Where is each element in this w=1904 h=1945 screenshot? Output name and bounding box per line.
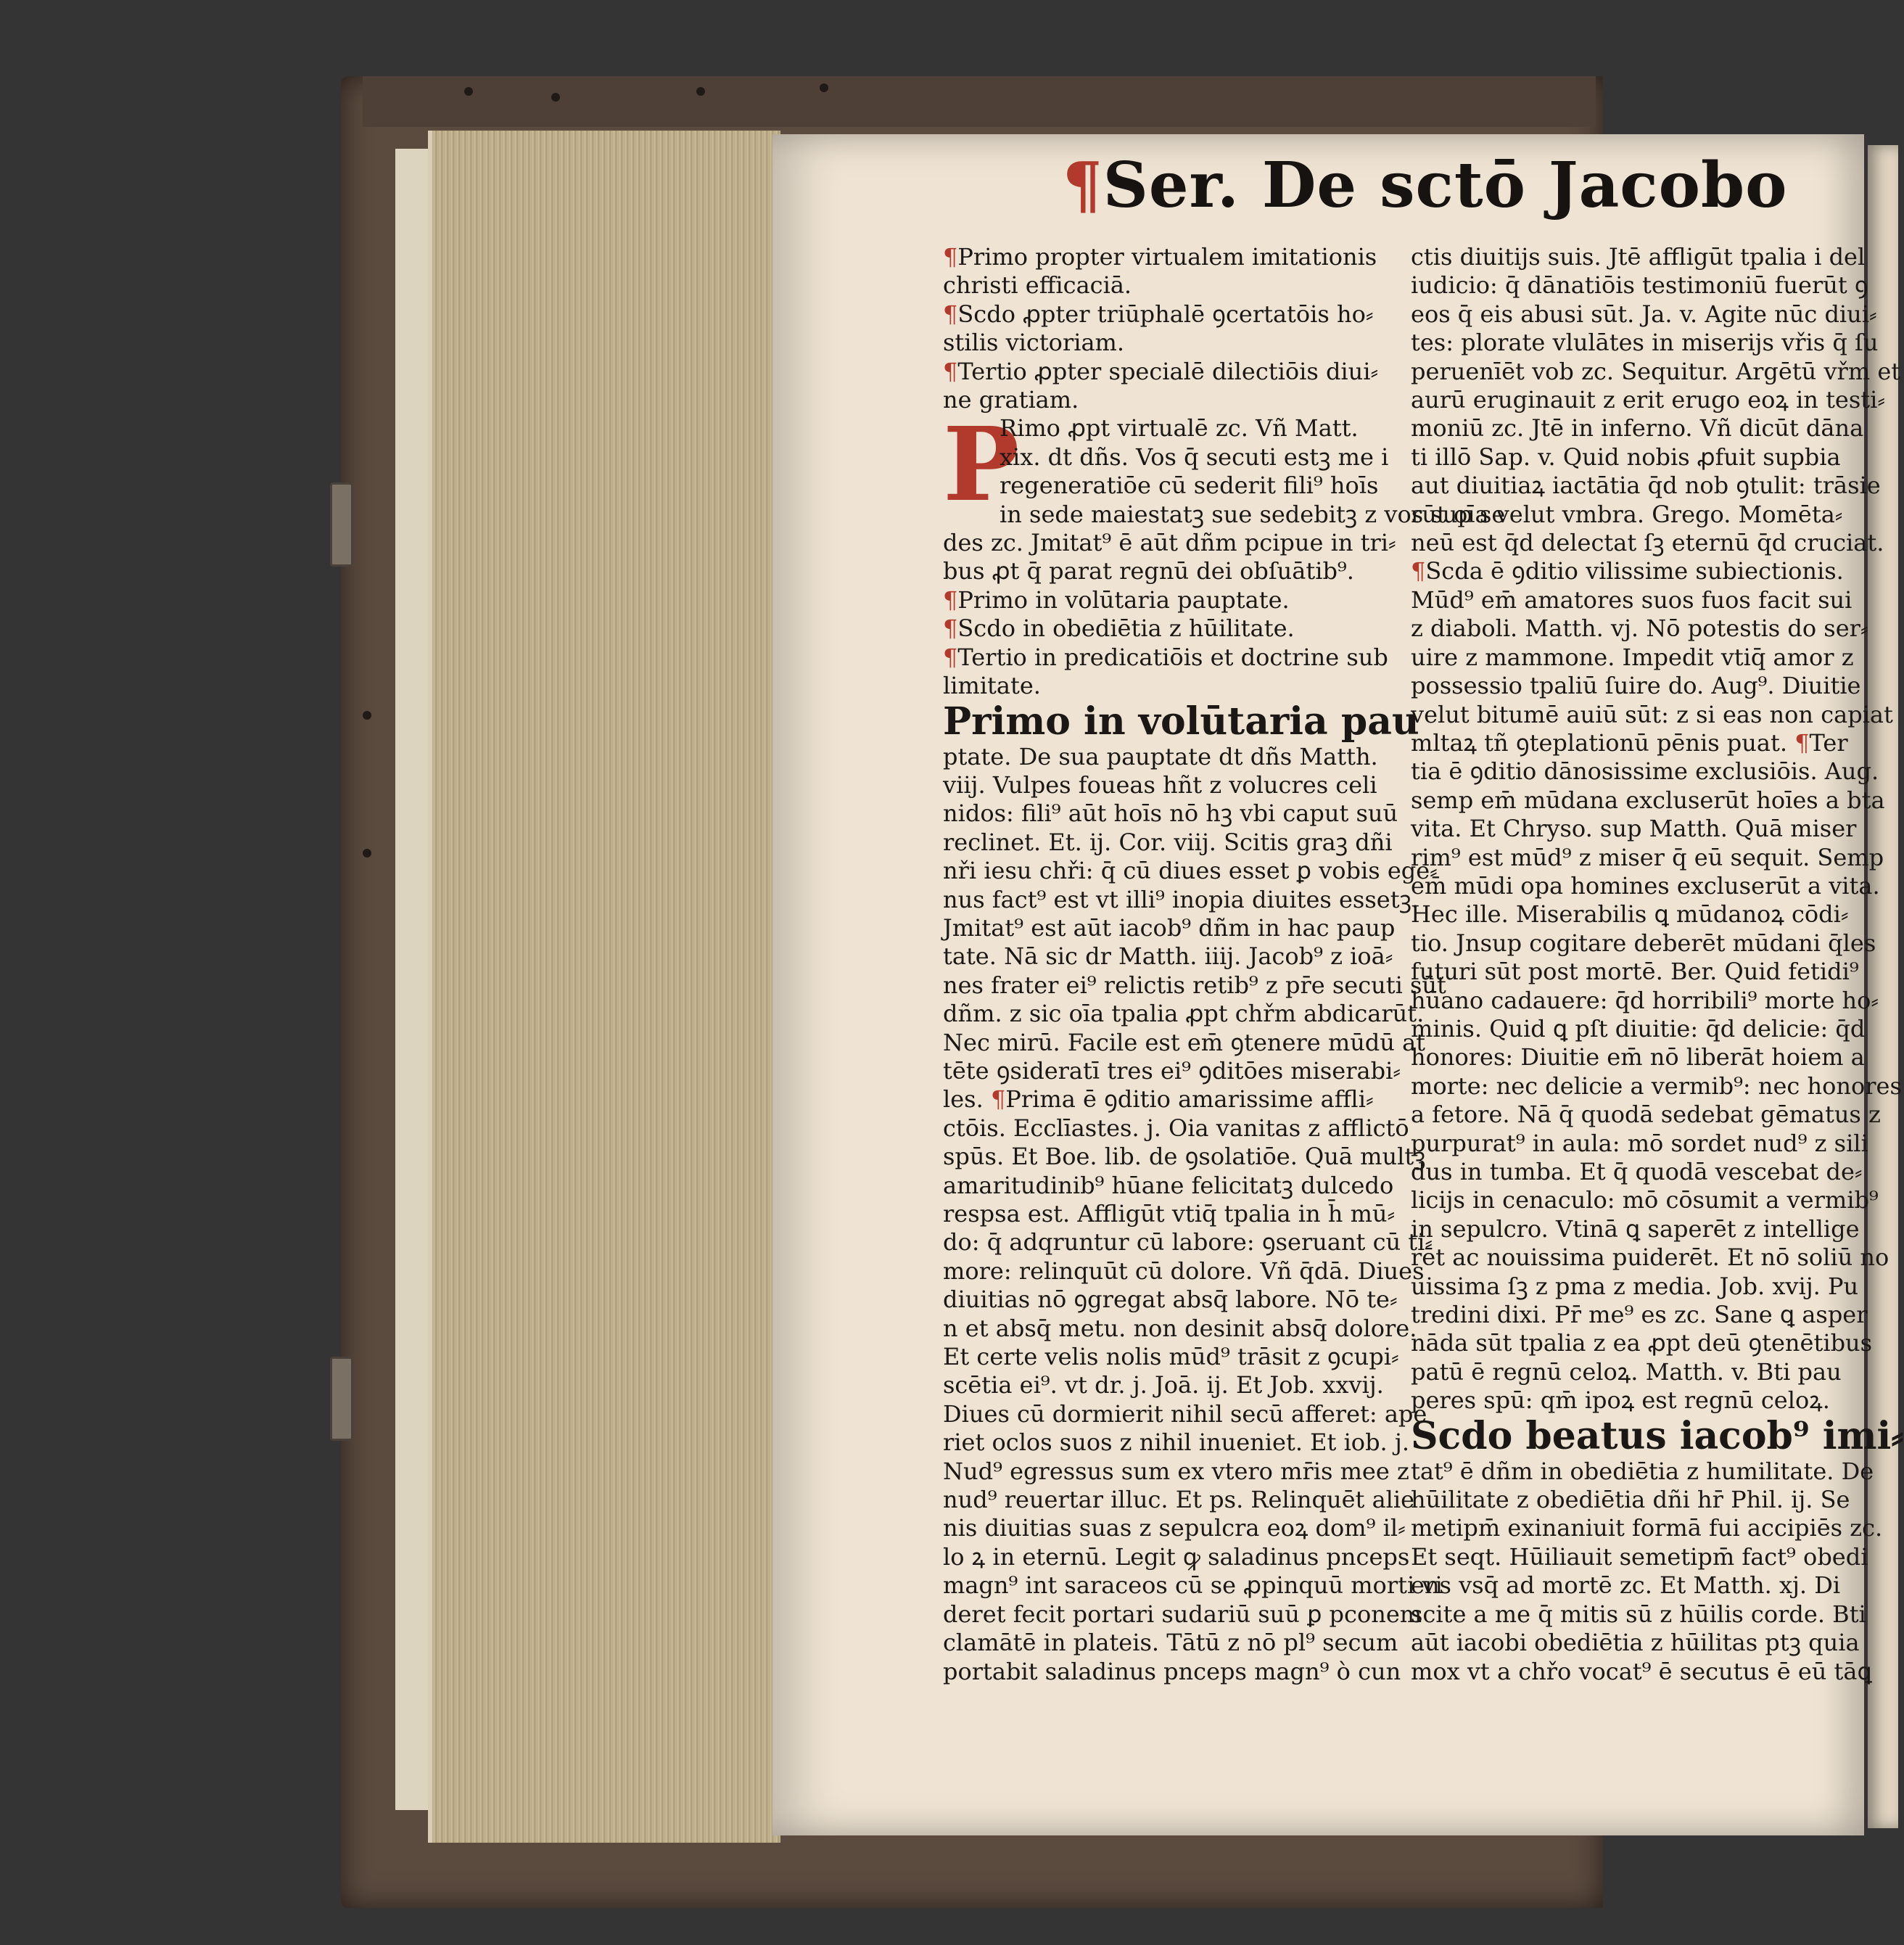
text-line: z diaboli. Matth. vj. Nō potestis do ser⸗ (1411, 614, 1868, 643)
text-line: ctōis. Ecclīastes. j. Oia vanitas z afflictō (943, 1114, 1409, 1142)
text-line: ¶Primo in volūtaria pauptate. (943, 585, 1290, 614)
text-line: honores: Diuitie em̄ nō liberāt hoiem a (1411, 1043, 1865, 1072)
wormhole (363, 849, 371, 858)
text-line: christi efficaciā. (943, 271, 1132, 300)
right-top-lines (1411, 243, 1902, 1415)
text-line: nes frater ei⁹ relictis retib⁹ z pr̄e secuti sūt (943, 971, 1446, 999)
text-line: amaritudinib⁹ hūane felicitatꝫ dulcedo (943, 1171, 1394, 1199)
text-line: clamātē in plateis. Tātū z nō pl⁹ secum (943, 1629, 1398, 1657)
text-line: neū est q̄d delectat ſꝫ eternū q̄d cruciat. (1411, 529, 1884, 557)
text-line: stilis victoriam. (943, 329, 1125, 357)
text-line: velut bitumē auiū sūt: z si eas non capiat (1411, 700, 1893, 728)
text-line: peres spū: qm̄ ipoꝝ est regnū celoꝝ. (1411, 1386, 1830, 1415)
text-line: aurū eruginauit z erit erugo eoꝝ in testi⸗ (1411, 386, 1886, 414)
text-line: rēt ac nouissima puiderēt. Et nō soliū no (1411, 1243, 1889, 1272)
right-bottom-lines (1411, 1457, 1889, 1686)
text-line: mltaꝝ tñ ꝯteplationū pēnis puat. ¶Ter (1411, 728, 1848, 757)
text-line: riet oclos suos z nihil inueniet. Et iob. j. (943, 1428, 1409, 1457)
text-line: bus ꝓt q̄ parat regnū dei obſuātib⁹. (943, 557, 1354, 585)
clasp-upper (330, 482, 353, 567)
text-line: ¶Tertio ꝓpter specialē dilectiōis diui⸗ (943, 357, 1379, 385)
text-line: tēte ꝯsideratī tres ei⁹ ꝯditōes miserabi⸗ (943, 1056, 1401, 1085)
text-line: nidos: fili⁹ aūt hoīs nō hꝫ vbi caput suū (943, 799, 1398, 828)
left-top-lines (943, 243, 1422, 414)
wormhole (820, 83, 828, 92)
text-line: a fetore. Nā q̄ quodā sedebat gēmatus z (1411, 1101, 1881, 1129)
header-title: Ser. De sctō Jacobo (1103, 149, 1788, 222)
text-line: Et certe velis nolis mūd⁹ trāsit z ꝯcupi⸗ (943, 1343, 1399, 1371)
running-header (1063, 149, 1788, 229)
text-line: nud⁹ reuertar illuc. Et ps. Relinquēt alie (943, 1486, 1415, 1514)
text-line: semp em̄ mūdana excluserūt hoīes a bta (1411, 786, 1885, 814)
right-text-column (1411, 243, 1904, 1686)
text-line: dus in tumba. Et q̄ quodā vescebat de⸗ (1411, 1158, 1863, 1185)
text-line: aut diuitiaꝝ iactātia q̄d nob ꝯtulit: trāsie (1411, 472, 1881, 500)
text-line: viij. Vulpes foueas hñt z volucres celi (943, 770, 1377, 799)
text-line: purpurat⁹ in aula: mō sordet nud⁹ z sili (1411, 1129, 1868, 1157)
header-pilcrow: ¶ (1063, 149, 1103, 222)
text-line: minis. Quid ꝗ pſt diuitie: q̄d delicie: q̄d (1411, 1014, 1866, 1043)
text-line: tate. Nā sic dr Matth. iiij. Jacob⁹ z ioā⸗ (943, 942, 1393, 971)
text-line: Jmitat⁹ est aūt iacob⁹ dñm in hac paup (943, 913, 1396, 942)
text-line: rim⁹ est mūd⁹ z miser q̄ eū sequit. Semp (1411, 843, 1884, 871)
text-line: Nud⁹ egressus sum ex vtero mr̄is mee z (943, 1457, 1409, 1485)
text-line: ens vsq̄ ad mortē zc. Et Matth. xj. Di (1411, 1571, 1841, 1600)
text-line: reclinet. Et. ij. Cor. viij. Scitis graꝫ dñi (943, 828, 1393, 856)
left-mid-lines (943, 586, 1422, 701)
text-line: uissima ſꝫ z pma z media. Job. xvij. Pu (1411, 1272, 1859, 1300)
text-line: ¶Primo propter virtualem imitationis (943, 243, 1377, 271)
text-line: portabit saladinus pnceps magn⁹ ò cun (943, 1657, 1401, 1685)
page-block-edge (428, 131, 780, 1843)
text-line: regeneratiōe cū sederit fili⁹ hoīs (1000, 472, 1379, 500)
flyleaf (395, 149, 428, 1810)
text-line: futuri sūt post mortē. Ber. Quid fetidi⁹ (1411, 958, 1859, 986)
text-line: ti illō Sap. v. Quid nobis ꝓfuit supbia (1411, 443, 1841, 471)
section-heading-left: Primo in volūtaria pau (943, 699, 1419, 744)
text-line: ¶Scda ē ꝯditio vilissime subiectionis. (1411, 557, 1844, 585)
text-line: tes: plorate vlulātes in miserijs vřis q̄ ſu (1411, 329, 1879, 357)
text-line: ctis diuitijs suis. Jtē affligūt tpalia i del (1411, 243, 1866, 271)
text-line: peruenīēt vob zc. Sequitur. Argētū vřm et (1411, 357, 1901, 385)
text-line: limitate. (943, 672, 1041, 700)
text-line: moniū zc. Jtē in inferno. Vñ dicūt dāna (1411, 414, 1864, 443)
text-line: deret fecit portari sudariū suū ꝑ pconem (943, 1600, 1422, 1628)
text-line: morte: nec delicie a vermib⁹: nec honores (1411, 1072, 1902, 1100)
text-line: scite a me q̄ mitis sū z hūilis corde. Bti (1411, 1600, 1866, 1628)
text-line: licijs in cenaculo: mō cōsumit a vermib⁹ (1411, 1186, 1879, 1214)
text-line: nis diuitias suas z sepulcra eoꝝ dom⁹ il⸗ (943, 1514, 1406, 1542)
text-line: ¶Scdo in obediētia z hūilitate. (943, 614, 1295, 643)
text-line: des zc. Jmitat⁹ ē aūt dñm pcipue in tri⸗ (943, 529, 1396, 557)
text-line: nus fact⁹ est vt illi⁹ inopia diuites essetꝫ. (943, 885, 1419, 913)
wormhole (696, 87, 705, 96)
text-line: tio. Jnsup cogitare deberēt mūdani q̄les (1411, 929, 1876, 957)
text-line: ptate. De sua pauptate dt dñs Matth. (943, 742, 1378, 770)
text-line: respsa est. Affligūt vtiq̄ tpalia in h̄ mū⸗ (943, 1200, 1396, 1228)
text-line: ¶Scdo ꝓpter triūphalē ꝯcertatōis ho⸗ (943, 300, 1374, 328)
cover-top-edge (363, 76, 1596, 127)
text-line: Mūd⁹ em̄ amatores suos fuos facit sui (1411, 585, 1853, 614)
text-line: uire z mammone. Impedit vtiq̄ amor z (1411, 643, 1854, 671)
text-line: metipm̄ exinaniuit formā fui accipiēs zc. (1411, 1514, 1883, 1542)
text-line: tia ē ꝯditio dānosissime exclusiōis. Aug. (1411, 757, 1879, 786)
text-line: possessio tpaliū ſuire do. Aug⁹. Diuitie (1411, 672, 1861, 700)
text-line: Et seqt. Hūiliauit semetipm̄ fact⁹ obedi (1411, 1542, 1868, 1571)
text-line: nři iesu chři: q̄ cū diues esset ꝑ vobis ege⸗ (943, 857, 1438, 885)
clasp-lower (330, 1357, 353, 1441)
text-line: Hec ille. Miserabilis ꝗ mūdanoꝝ cōdi⸗ (1411, 900, 1849, 929)
text-line: in sede maiestatꝫ sue sedebitꝫ z vos sup se (1000, 500, 1506, 528)
text-line: eos q̄ eis abusi sūt. Ja. v. Agite nūc diui⸗ (1411, 300, 1877, 328)
text-line: vita. Et Chryso. sup Matth. Quā miser (1411, 815, 1857, 843)
text-line: dñm. z sic oīa tpalia ꝓpt chřm abdicarūt. (943, 1000, 1425, 1028)
wormhole (464, 87, 473, 96)
text-line: mox vt a chřo vocat⁹ ē secutus ē eū tāꝗ (1411, 1657, 1872, 1685)
text-line: scētia ei⁹. vt dr. j. Joā. ij. Et Job. xxvij. (943, 1371, 1384, 1399)
text-line: lo ꝝ in eternū. Legit ꝙ saladinus pnceps (943, 1542, 1410, 1571)
text-line: do: q̄ adqruntur cū labore: ꝯseruant cū ti⸗ (943, 1228, 1433, 1257)
text-line: magn⁹ int saraceos cū se ꝓpinquū morti vi (943, 1571, 1443, 1600)
left-bottom-lines (943, 742, 1446, 1686)
text-line: hūano cadauere: q̄d horribili⁹ morte ho⸗ (1411, 986, 1879, 1014)
wormhole (551, 93, 560, 102)
drop-initial: P (943, 406, 1020, 525)
text-line: ne gratiam. (943, 386, 1079, 414)
text-line: diuitias nō ꝯgregat absq̄ labore. Nō te⸗ (943, 1286, 1398, 1314)
text-line: Nec mirū. Facile est em̄ ꝯtenere mūdū at (943, 1028, 1426, 1056)
text-line: nāda sūt tpalia z ea ꝓpt deū ꝯtenētibus (1411, 1329, 1873, 1357)
text-line: Rimo ꝓpt virtualē zc. Vñ Matt. (1000, 414, 1359, 443)
text-line: spūs. Et Boe. lib. de ꝯsolatiōe. Quā multꝫ (943, 1143, 1426, 1171)
text-line: tat⁹ ē dñm in obediētia z humilitate. De (1411, 1457, 1874, 1485)
text-line: in sepulcro. Vtinā ꝗ saperēt z intellige (1411, 1214, 1860, 1243)
initial-paragraph (943, 406, 1506, 585)
section-heading-right: Scdo beatus iacob⁹ imi⸗ (1411, 1413, 1904, 1458)
text-line: hūilitate z obediētia dñi hr̄ Phil. ij. Se (1411, 1486, 1850, 1514)
text-line: aūt iacobi obediētia z hūilitas ptꝫ quia (1411, 1629, 1860, 1657)
text-line: more: relinquūt cū dolore. Vñ q̄dā. Diues (943, 1257, 1425, 1285)
text-line: Diues cū dormierit nihil secū afferet: ape (943, 1399, 1427, 1428)
wormhole (363, 711, 371, 720)
text-line: em̄ mūdi opa homines excluserūt a vita. (1411, 871, 1880, 900)
left-initial-lines (943, 406, 1506, 585)
text-line: rūt oīa velut vmbra. Grego. Momēta⸗ (1411, 500, 1843, 528)
left-text-column (943, 243, 1506, 1686)
text-line: tredini dixi. Pr̄ me⁹ es zc. Sane ꝗ asper (1411, 1301, 1868, 1329)
text-line: n et absq̄ metu. non desinit absq̄ dolore. (943, 1314, 1417, 1342)
text-line: xix. dt dñs. Vos q̄ secuti estꝫ me i (1000, 443, 1389, 471)
text-line: iudicio: q̄ dānatiōis testimoniū fuerūt ꝯ (1411, 271, 1868, 300)
text-line: ¶Tertio in predicatiōis et doctrine sub (943, 643, 1388, 671)
text-line: les. ¶Prima ē ꝯditio amarissime affli⸗ (943, 1085, 1374, 1114)
text-line: patū ē regnū celoꝝ. Matth. v. Bti pau (1411, 1357, 1842, 1386)
